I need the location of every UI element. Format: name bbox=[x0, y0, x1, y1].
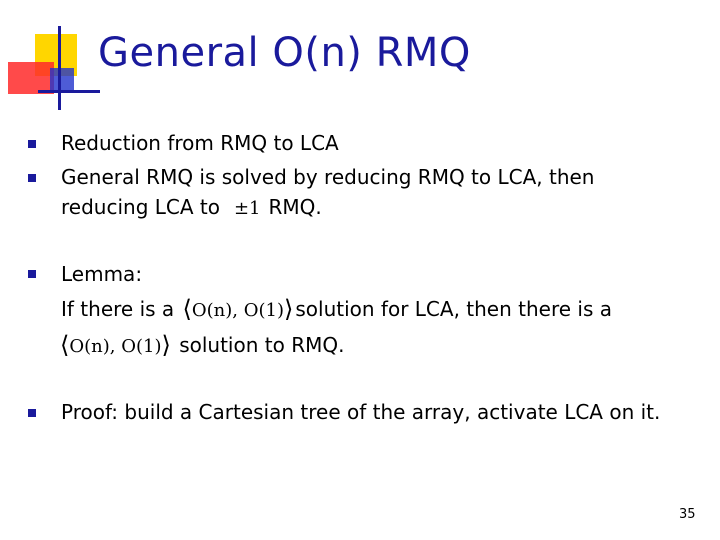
bullet-3-line-3 bbox=[58, 332, 344, 359]
page-number: 35 bbox=[679, 507, 696, 522]
bullet-3-text-c: solution to RMQ. bbox=[179, 333, 345, 357]
deco-red-square bbox=[8, 62, 54, 94]
bullet-3-line-1: Lemma: bbox=[61, 262, 143, 286]
tuple-expression-a: ⟨O(n), O(1)⟩ bbox=[182, 295, 294, 323]
deco-blue-square bbox=[50, 68, 74, 92]
bullet-marker bbox=[28, 270, 36, 278]
bullet-3-line-2 bbox=[61, 296, 612, 323]
bullet-3-text-a: If there is a bbox=[61, 297, 175, 321]
bullet-2-text-a: reducing LCA to bbox=[61, 195, 220, 219]
tuple-expression-b: ⟨O(n), O(1)⟩ bbox=[60, 331, 171, 359]
bullet-2-text-b: RMQ. bbox=[268, 195, 322, 219]
corner-decoration bbox=[0, 0, 110, 110]
deco-horizontal-line bbox=[38, 90, 100, 93]
bullet-marker bbox=[28, 174, 36, 182]
bullet-1-text: Reduction from RMQ to LCA bbox=[61, 131, 339, 155]
slide-title: General O(n) RMQ bbox=[98, 30, 471, 76]
bullet-4-text: Proof: build a Cartesian tree of the array, activate LCA on it. bbox=[61, 400, 661, 424]
bullet-marker bbox=[28, 140, 36, 148]
bullet-2-line-1: General RMQ is solved by reducing RMQ to LCA, then bbox=[61, 165, 595, 189]
bullet-3-text-b: solution for LCA, then there is a bbox=[295, 297, 612, 321]
plus-minus-one: ±1 bbox=[233, 198, 261, 219]
bullet-2-line-2 bbox=[61, 195, 322, 221]
deco-vertical-line bbox=[58, 26, 61, 110]
bullet-marker bbox=[28, 409, 36, 417]
